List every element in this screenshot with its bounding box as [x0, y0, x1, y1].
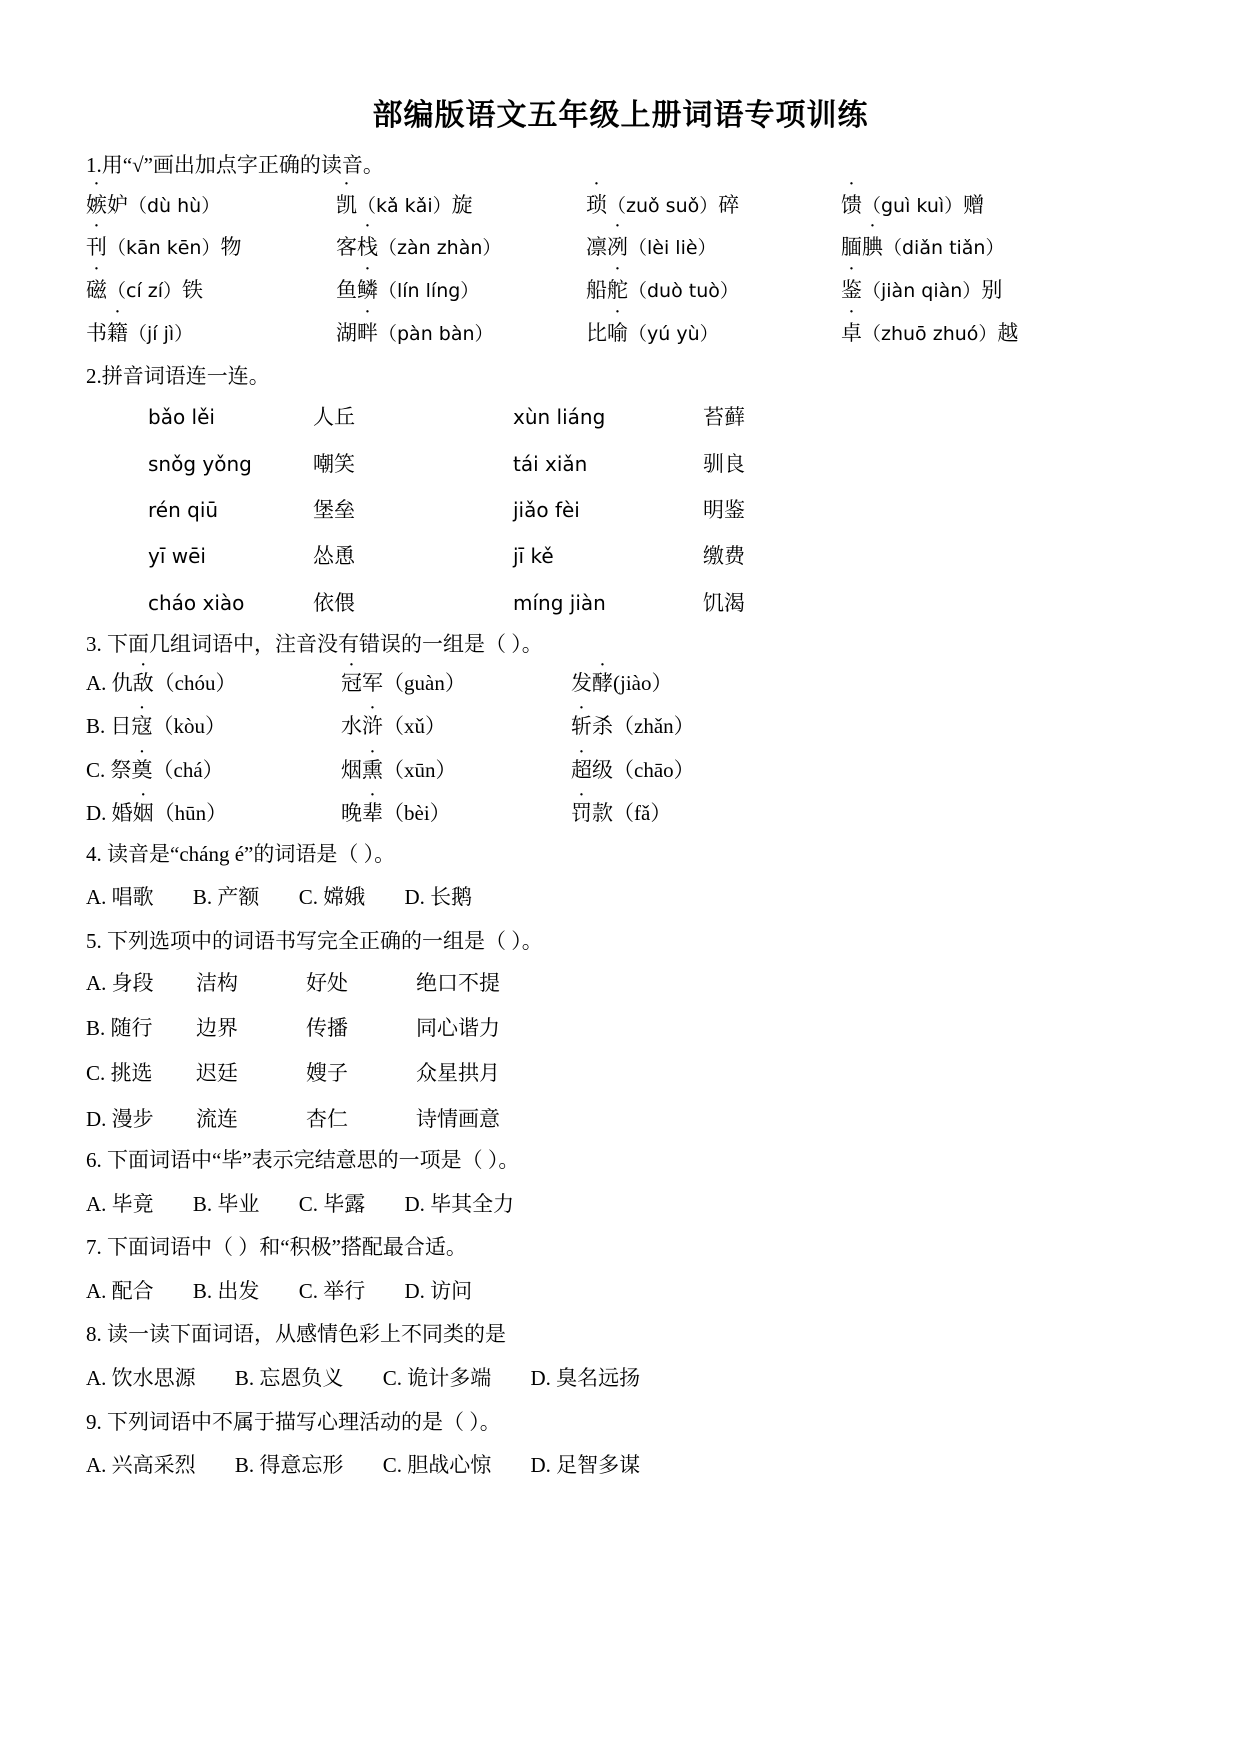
option-cell: 冠军（guàn） [341, 670, 466, 695]
match-pinyin-right: tái xiǎn [513, 451, 588, 476]
match-word-left: 怂恿 [313, 544, 355, 569]
option-cell: 晚辈（bèi） [341, 801, 451, 826]
question-1-prompt: 1.用“√”画出加点字正确的读音。 [86, 153, 384, 177]
option: D. 长鹅 [404, 885, 473, 910]
q1-item: 馈（guì kuì）赠 [841, 192, 985, 217]
q1-item: 船舵（duò tuò） [586, 278, 739, 303]
option: A. 配合 [86, 1278, 154, 1303]
q1-item: 嫉妒（dù hù） [86, 192, 221, 217]
match-word-right: 苔藓 [703, 405, 745, 430]
question-8-options [86, 1362, 1155, 1396]
option-cell: 嫂子 [306, 1061, 348, 1086]
q1-item: 卓（zhuō zhuó）越 [841, 320, 1019, 345]
page-title: 部编版语文五年级上册词语专项训练 [372, 99, 869, 132]
question-5-prompt: 5. 下列选项中的词语书写完全正确的一组是（ ）。 [86, 928, 543, 953]
question-1-items [86, 187, 1155, 352]
option: B. 忘恩负义 [234, 1366, 344, 1391]
q1-item: 鉴（jiàn qiàn）别 [841, 278, 1003, 303]
option-cell: 发酵(jiào） [571, 670, 673, 695]
option: B. 出发 [192, 1278, 260, 1303]
option: B. 得意忘形 [234, 1453, 344, 1478]
match-word-left: 依偎 [313, 590, 355, 615]
option-cell: 同心谐力 [416, 1015, 500, 1040]
option: A. 兴高采烈 [86, 1453, 196, 1478]
option-cell: C. 挑选 [86, 1061, 153, 1086]
option-cell: C. 祭奠（chá） [86, 757, 224, 782]
question-6-options [86, 1188, 1155, 1222]
option-cell: 边界 [196, 1015, 238, 1040]
question-4-options [86, 881, 1155, 915]
option-cell: D. 婚姻（hūn） [86, 801, 228, 826]
question-5-options [86, 969, 1155, 1135]
question-7-prompt: 7. 下面词语中（ ）和“积极”搭配最合适。 [86, 1235, 467, 1260]
option-cell: 斩杀（zhǎn） [571, 714, 695, 739]
match-word-right: 饥渴 [703, 590, 745, 615]
q1-item: 凯（kǎ kǎi）旋 [336, 192, 473, 217]
option-cell: B. 随行 [86, 1015, 153, 1040]
question-3-options [86, 668, 1155, 830]
q1-item: 刊（kān kēn）物 [86, 235, 242, 260]
match-word-right: 缴费 [703, 544, 745, 569]
question-3-prompt: 3. 下面几组词语中，注音没有错误的一组是（ ）。 [86, 632, 543, 657]
match-pinyin-right: míng jiàn [513, 590, 606, 615]
option: B. 产额 [192, 885, 260, 910]
option-cell: 罚款（fǎ） [571, 801, 672, 826]
option-cell: 烟熏（xūn） [341, 757, 457, 782]
match-pinyin-left: bǎo lěi [148, 405, 215, 430]
match-word-right: 明鉴 [703, 497, 745, 522]
option-cell: 流连 [196, 1106, 238, 1131]
option-cell: 众星拱月 [416, 1061, 500, 1086]
option-cell: 绝口不提 [416, 970, 500, 995]
question-8-prompt: 8. 读一读下面词语，从感情色彩上不同类的是 [86, 1322, 506, 1347]
question-2-prompt: 2.拼音词语连一连。 [86, 363, 270, 388]
match-word-right: 驯良 [703, 451, 745, 476]
option-cell: B. 日寇（kòu） [86, 714, 227, 739]
q1-item: 琐（zuǒ suǒ）碎 [586, 192, 740, 217]
option: C. 嫦娥 [298, 885, 366, 910]
option: D. 毕其全力 [404, 1191, 515, 1216]
option: C. 诡计多端 [382, 1366, 492, 1391]
q1-item: 湖畔（pàn bàn） [336, 320, 494, 345]
q1-item: 客栈（zàn zhàn） [336, 235, 502, 260]
match-pinyin-left: rén qiū [148, 497, 219, 522]
match-pinyin-left: cháo xiào [148, 590, 245, 615]
option-cell: A. 身段 [86, 970, 154, 995]
option: B. 毕业 [192, 1191, 260, 1216]
option-cell: 洁构 [196, 970, 238, 995]
match-word-left: 堡垒 [313, 497, 355, 522]
q1-item: 鱼鳞（lín líng） [336, 278, 480, 303]
option-cell: 超级（chāo） [571, 757, 695, 782]
option: A. 唱歌 [86, 885, 154, 910]
question-9-options [86, 1449, 1155, 1483]
option: D. 臭名远扬 [530, 1366, 641, 1391]
option-cell: 诗情画意 [416, 1106, 500, 1131]
match-pinyin-right: jī kě [513, 544, 554, 569]
q1-item: 书籍（jí jì） [86, 320, 194, 345]
option: C. 胆战心惊 [382, 1453, 492, 1478]
option-cell: D. 漫步 [86, 1106, 154, 1131]
q1-item: 磁（cí zí）铁 [86, 278, 204, 303]
match-word-left: 人丘 [313, 405, 355, 430]
question-7-options [86, 1275, 1155, 1309]
match-pinyin-right: xùn liáng [513, 405, 606, 430]
option: D. 访问 [404, 1278, 473, 1303]
question-9-prompt: 9. 下列词语中不属于描写心理活动的是（ ）。 [86, 1409, 501, 1434]
option: A. 毕竟 [86, 1191, 154, 1216]
option-cell: 水浒（xǔ） [341, 714, 446, 739]
question-6-prompt: 6. 下面词语中“毕”表示完结意思的一项是（ ）。 [86, 1148, 520, 1173]
option: C. 毕露 [298, 1191, 366, 1216]
match-pinyin-right: jiǎo fèi [513, 497, 580, 522]
match-pinyin-left: yī wēi [148, 544, 206, 569]
option-cell: 迟廷 [196, 1061, 238, 1086]
option: A. 饮水思源 [86, 1366, 196, 1391]
question-4-prompt: 4. 读音是“cháng é”的词语是（ ）。 [86, 841, 396, 866]
option-cell: 好处 [306, 970, 348, 995]
q1-item: 凛冽（lèi liè） [586, 235, 717, 260]
option: C. 举行 [298, 1278, 366, 1303]
q1-item: 比喻（yú yù） [586, 320, 719, 345]
option-cell: 传播 [306, 1015, 348, 1040]
option-cell: 杏仁 [306, 1106, 348, 1131]
question-2-match-table [148, 403, 1155, 618]
option: D. 足智多谋 [530, 1453, 641, 1478]
match-pinyin-left: snǒg yǒng [148, 451, 252, 476]
option-cell: A. 仇敌（chóu） [86, 670, 237, 695]
match-word-left: 嘲笑 [313, 451, 355, 476]
q1-item: 腼腆（diǎn tiǎn） [841, 235, 1005, 260]
